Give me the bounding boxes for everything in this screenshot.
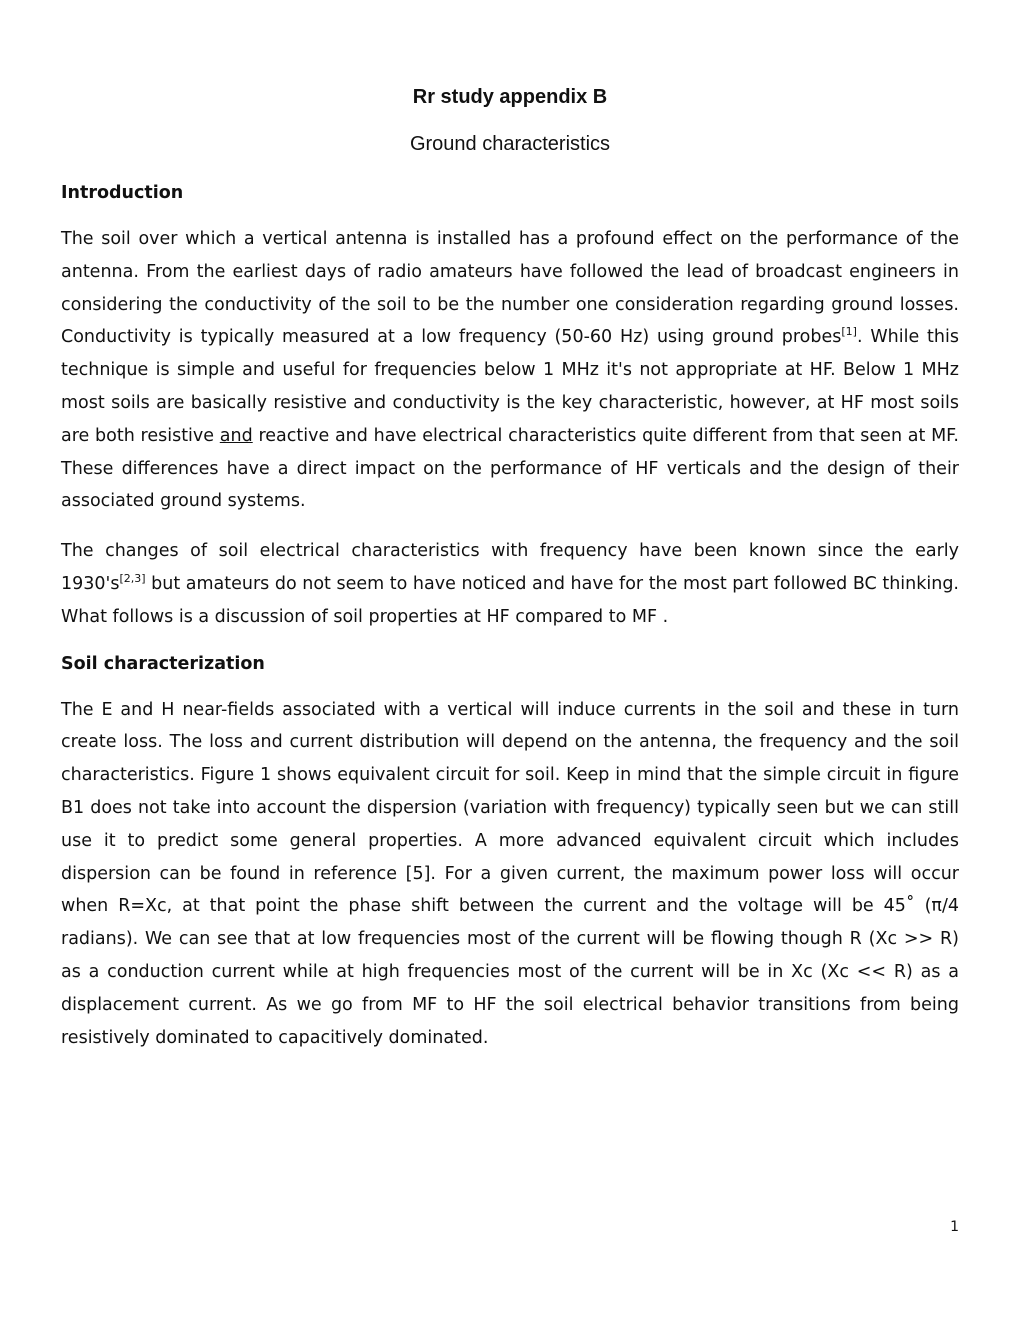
document-body [61, 180, 959, 1071]
underlined-word: and [219, 425, 253, 446]
citation-reference: [2,3] [119, 572, 146, 586]
soil-characterization-heading: Soil characterization [61, 653, 265, 674]
introduction-paragraph-1 [61, 223, 959, 518]
document-title: Rr study appendix B [412, 86, 608, 108]
text-run: . While this technique is simple and useful for frequencies below 1 MHz it's not appropriate at HF. Below 1 MHz most soils are basically resistive and conductivity is the key characteristic, however, at HF most soils are both resistive [61, 327, 959, 446]
text-run: reactive and have electrical characteristics quite different from that seen at MF. These differences have a direct impact on the performance of HF verticals and the design of their associated ground systems. [61, 425, 959, 512]
citation-reference: [1] [841, 325, 857, 339]
soil-characterization-section [61, 651, 959, 1055]
text-run: but amateurs do not seem to have noticed and have for the most part followed BC thinking. What follows is a discussion of soil properties at HF compared to MF . [61, 573, 959, 627]
introduction-section [61, 180, 959, 634]
introduction-paragraph-2 [61, 535, 959, 633]
soil-characterization-paragraph-1: The E and H near-fields associated with a vertical will induce currents in the soil and these in turn create loss. The loss and current distribution will depend on the antenna, the frequency and the soil characteristics. Figure 1 shows equivalent circuit for soil. Keep in mind that the simple circuit in figure B1 does not take into account the dispersion (variation with frequency) typically seen but we can still use it to predict some general properties. A more advanced equivalent circuit which includes dispersion can be found in reference [5]. For a given current, the maximum power loss will occur when R=Xc, at that point the phase shift between the current and the voltage will be 45˚ (π/4 radians). We can see that at low frequencies most of the current will be flowing though R (Xc >> R) as a conduction current while at high frequencies most of the current will be in Xc (Xc << R) as a displacement current. As we go from MF to HF the soil electrical behavior transitions from being resistively dominated to capacitively dominated. [61, 699, 959, 1048]
text-run: The changes of soil electrical characteristics with frequency have been known since the early 1930's [61, 541, 959, 594]
page-number: 1 [950, 1219, 959, 1235]
introduction-heading: Introduction [61, 183, 184, 203]
text-run: The soil over which a vertical antenna is installed has a profound effect on the performance of the antenna. From the earliest days of radio amateurs have followed the lead of broadcast engineers in considering the conductivity of the soil to be the number one consideration regarding ground losses. Conductivity is typically measured at a low frequency (50-60 Hz) using ground probes [61, 229, 959, 348]
document-subtitle: Ground characteristics [409, 133, 611, 155]
